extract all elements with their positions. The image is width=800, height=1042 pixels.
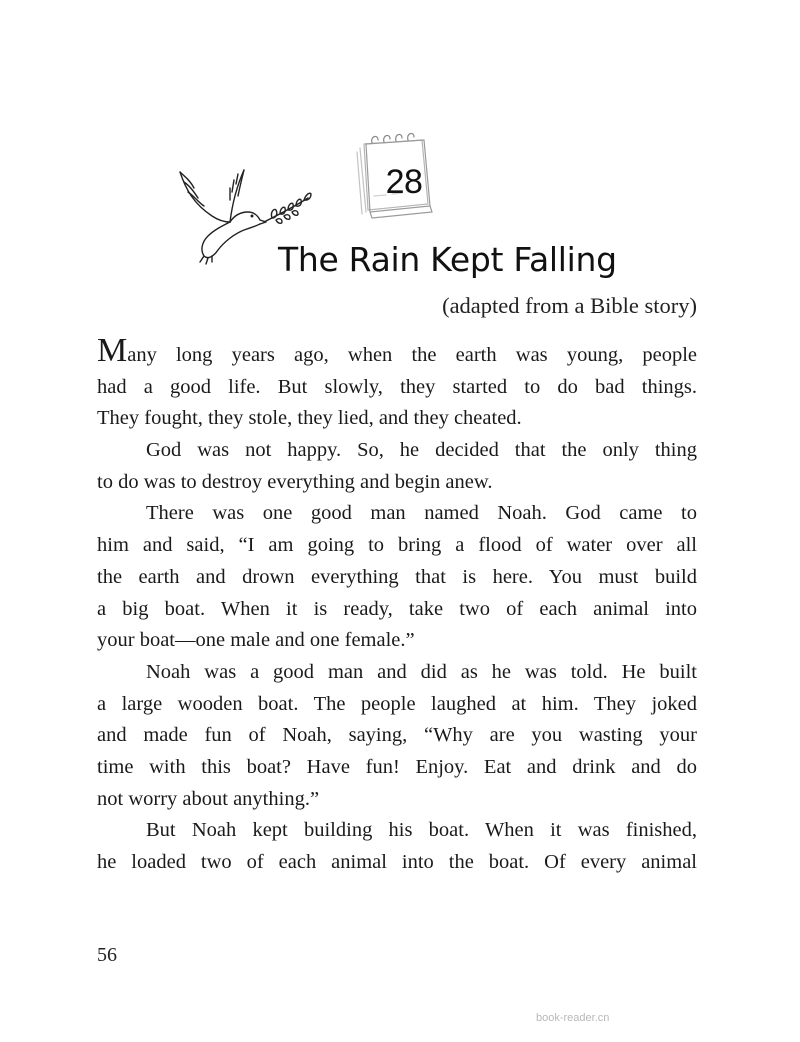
- text-line: [97, 498, 697, 530]
- text-line: [97, 594, 697, 626]
- text-line-content: he loaded two of each animal into the boat. Of every animal: [97, 851, 697, 873]
- text-line: [97, 752, 697, 784]
- text-line: [97, 403, 697, 435]
- text-line-content: any long years ago, when the earth was young, people: [127, 344, 697, 366]
- text-line: [97, 720, 697, 752]
- text-line-content: They fought, they stole, they lied, and they cheated.: [97, 407, 522, 430]
- text-line-content: and made fun of Noah, saying, “Why are you wasting your: [97, 724, 697, 747]
- text-line: [97, 562, 697, 594]
- watermark: book-reader.cn: [536, 1012, 610, 1024]
- text-line-content: to do was to destroy everything and begin anew.: [97, 470, 493, 493]
- text-line-content: time with this boat? Have fun! Enjoy. Eat and drink and do: [97, 755, 697, 778]
- text-line-content: the earth and drown everything that is here. You must build: [97, 565, 697, 588]
- text-line: [97, 625, 697, 657]
- text-line: [97, 689, 697, 721]
- text-line-content: a large wooden boat. The people laughed at him. They joked: [97, 692, 697, 715]
- text-line: [97, 657, 697, 689]
- text-line-content: a big boat. When it is ready, take two of each animal into: [97, 597, 697, 620]
- text-line: [97, 467, 697, 499]
- text-line-content: God was not happy. So, he decided that the only thing: [146, 439, 697, 462]
- page-number: 56: [97, 944, 117, 966]
- drop-cap: M: [97, 332, 128, 369]
- text-line: [97, 372, 697, 404]
- text-line-content: had a good life. But slowly, they started to do bad things.: [97, 375, 697, 398]
- text-line-content: But Noah kept building his boat. When it was finished,: [146, 819, 697, 842]
- text-line-content: your boat—one male and one female.”: [97, 629, 415, 652]
- text-line: [97, 332, 697, 372]
- text-line-content: him and said, “I am going to bring a flood of water over all: [97, 534, 697, 557]
- text-line: [97, 815, 697, 847]
- chapter-title: The Rain Kept Falling: [278, 240, 617, 279]
- chapter-number: 28: [385, 163, 423, 201]
- story-body: [97, 332, 697, 879]
- text-line-content: Noah was a good man and did as he was told. He built: [146, 660, 697, 683]
- text-line: [97, 530, 697, 562]
- chapter-subtitle: (adapted from a Bible story): [442, 293, 697, 318]
- text-line-content: not worry about anything.”: [97, 787, 320, 810]
- text-line: [97, 847, 697, 879]
- text-line: [97, 435, 697, 467]
- text-line: [97, 784, 697, 816]
- text-line-content: There was one good man named Noah. God came to: [146, 502, 697, 525]
